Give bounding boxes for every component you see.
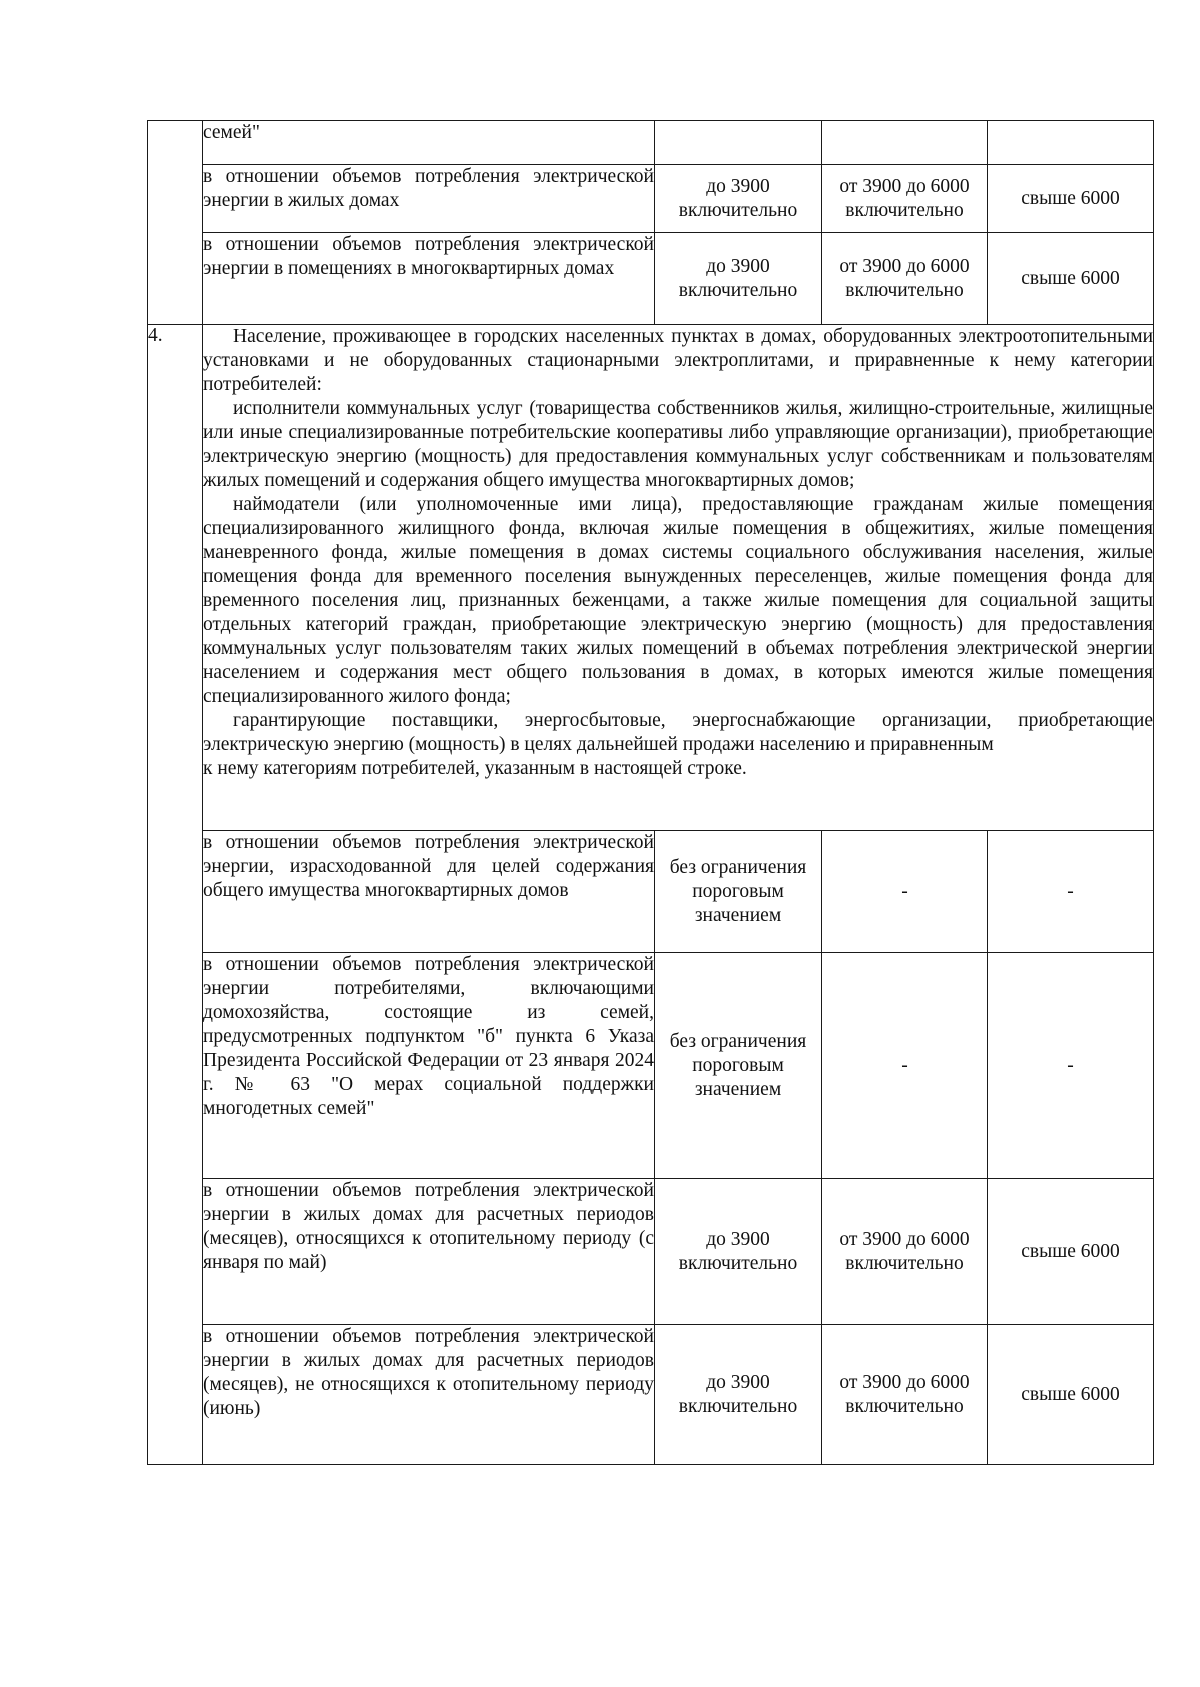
value-cell-1: до 3900 включительно: [655, 1325, 822, 1465]
row-number-cell: [148, 121, 203, 325]
section-paragraph: к нему категориям потребителей, указанным в настоящей строке.: [203, 758, 747, 779]
value-cell-1: до 3900 включительно: [655, 165, 822, 233]
tariff-table: [147, 120, 1154, 1465]
table-row: [148, 233, 1154, 325]
value-cell-2: -: [822, 831, 988, 953]
value-cell-3: свыше 6000: [988, 1179, 1154, 1325]
value-cell-2: от 3900 до 6000 включительно: [822, 1325, 988, 1465]
section-row: [148, 325, 1154, 831]
section-number: 4.: [148, 325, 203, 1465]
value-cell-1: до 3900 включительно: [655, 1179, 822, 1325]
table-row: [148, 1179, 1154, 1325]
section-paragraph: гарантирующие поставщики, энергосбытовые, энергоснабжающие организации, приобретающие электрическую энергию (мощность) в целях дальнейшей продажи населению и приравненным: [203, 710, 1153, 755]
row-description: в отношении объемов потребления электрической энергии, израсходованной для целей содержания общего имущества многоквартирных домов: [203, 831, 655, 953]
value-cell: [988, 121, 1154, 165]
section-paragraph: исполнители коммунальных услуг (товарищества собственников жилья, жилищно-строительные, жилищные или иные специализированные потребительские кооперативы либо управляющие организации), приобретающие электрическую энергию (мощность) для предоставления коммунальных услуг собственникам и пользователям жилых помещений и содержания общего имущества многоквартирных домов;: [203, 398, 1153, 491]
table-row: [148, 1325, 1154, 1465]
value-cell-2: -: [822, 953, 988, 1179]
value-cell-1: без ограничения пороговым значением: [655, 831, 822, 953]
row-description: в отношении объемов потребления электрической энергии потребителями, включающими домохозяйства, состоящие из семей, предусмотренных подпунктом "б" пункта 6 Указа Президента Российской Федерации от 23 января 2024 г. № 63 "О мерах социальной поддержки многодетных семей": [203, 953, 655, 1179]
row-description: в отношении объемов потребления электрической энергии в жилых домах: [203, 165, 655, 233]
section-description: [203, 325, 1154, 831]
value-cell: [655, 121, 822, 165]
row-description: в отношении объемов потребления электрической энергии в жилых домах для расчетных периодов (месяцев), относящихся к отопительному периоду (с января по май): [203, 1179, 655, 1325]
value-cell-3: свыше 6000: [988, 1325, 1154, 1465]
value-cell-3: свыше 6000: [988, 165, 1154, 233]
value-cell-3: -: [988, 831, 1154, 953]
value-cell-1: до 3900 включительно: [655, 233, 822, 325]
value-cell-3: свыше 6000: [988, 233, 1154, 325]
row-description: в отношении объемов потребления электрической энергии в жилых домах для расчетных периодов (месяцев), не относящихся к отопительному периоду (июнь): [203, 1325, 655, 1465]
table-row: [148, 165, 1154, 233]
table-row: [148, 831, 1154, 953]
value-cell-2: от 3900 до 6000 включительно: [822, 1179, 988, 1325]
row-description: семей": [203, 121, 655, 165]
value-cell-2: от 3900 до 6000 включительно: [822, 233, 988, 325]
value-cell-1: без ограничения пороговым значением: [655, 953, 822, 1179]
value-cell-2: от 3900 до 6000 включительно: [822, 165, 988, 233]
value-cell: [822, 121, 988, 165]
section-intro: Население, проживающее в городских населенных пунктах в домах, оборудованных электроотопительными установками и не оборудованных стационарными электроплитами, и приравненные к нему категории потребителей:: [203, 326, 1153, 395]
table-row: [148, 121, 1154, 165]
row-description: в отношении объемов потребления электрической энергии в помещениях в многоквартирных домах: [203, 233, 655, 325]
value-cell-3: -: [988, 953, 1154, 1179]
table-row: [148, 953, 1154, 1179]
section-paragraph: наймодатели (или уполномоченные ими лица), предоставляющие гражданам жилые помещения специализированного жилищного фонда, включая жилые помещения в общежитиях, жилые помещения маневренного фонда, жилые помещения в домах системы социального обслуживания населения, жилые помещения фонда для временного поселения вынужденных переселенцев, жилые помещения фонда для временного поселения лиц, признанных беженцами, а также жилые помещения для социальной защиты отдельных категорий граждан, приобретающие электрическую энергию (мощность) для предоставления коммунальных услуг пользователям таких жилых помещений в объемах потребления электрической энергии населением и содержания мест общего пользования в домах, в которых имеются жилые помещения специализированного жилого фонда;: [203, 494, 1153, 707]
